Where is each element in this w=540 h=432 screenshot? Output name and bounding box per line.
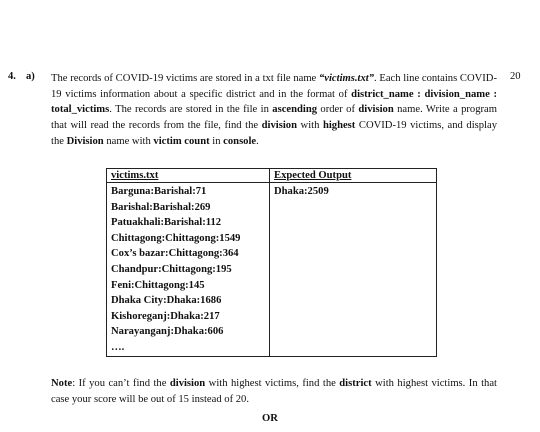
text-segment: COVID-19 victims, and display the [51,120,497,147]
record-line: Dhaka City:Dhaka:1686 [111,295,222,307]
question-part: a) [26,71,35,82]
expected-output-cell [270,183,437,357]
record-line: Feni:Chittagong:145 [111,279,205,291]
emphasis: division [261,120,297,132]
text-segment: name with [103,135,154,147]
emphasis: division [358,104,394,116]
emphasis: division [169,378,206,389]
record-line: Chandpur:Chittagong:195 [111,263,232,275]
question-text [51,71,497,150]
emphasis: Division [66,135,104,147]
text-segment: name. Write a program that will read the records from the file, find the [51,104,497,132]
record-ellipsis: …. [111,341,125,353]
emphasis: console [223,135,257,147]
record-line: Narayanganj:Dhaka:606 [111,326,224,338]
emphasis: district [339,378,372,389]
emphasis: victim count [153,135,210,147]
note-label: Note [51,378,73,389]
record-line: Chittagong:Chittagong:1549 [111,232,241,244]
table-header-row [107,169,437,183]
text-segment: order of [317,104,359,116]
emphasis: ascending [272,104,318,116]
record-line: Cox’s bazar:Chittagong:364 [111,248,239,260]
filename: “victims.txt” [318,73,375,84]
emphasis: highest [322,120,356,132]
note-paragraph [51,376,497,407]
text-segment: with highest victims, find the [205,378,340,389]
input-records-cell [107,183,270,357]
question-number: 4. [8,71,16,82]
record-format: district_name : division_name : total_victims [51,88,497,116]
text-segment: with [296,120,323,132]
text-segment: The records of COVID-19 victims are stored in a txt file name [51,73,319,84]
input-file-header: victims.txt [107,169,270,183]
text-segment: . [256,135,259,147]
record-line: Barishal:Barishal:269 [111,201,211,213]
or-separator: OR [262,413,278,424]
record-line: Barguna:Barishal:71 [111,186,207,197]
text-segment: : If you can’t find the [72,378,170,389]
text-segment: . Each line contains COVID-19 victims information about a specific district and in the format of [51,73,497,100]
text-segment: with highest victims. In that case your score will be out of 15 instead of 20. [51,378,497,405]
text-segment: . The records are stored in the file in [109,104,273,116]
record-line: Kishoreganj:Dhaka:217 [111,310,220,322]
text-segment: in [209,135,224,147]
record-line: Patuakhali:Barishal:112 [111,217,222,229]
expected-output-header: Expected Output [270,169,437,183]
expected-output-value: Dhaka:2509 [274,186,329,197]
io-table [106,168,437,357]
table-body-row [107,183,437,357]
marks: 20 [510,71,521,82]
